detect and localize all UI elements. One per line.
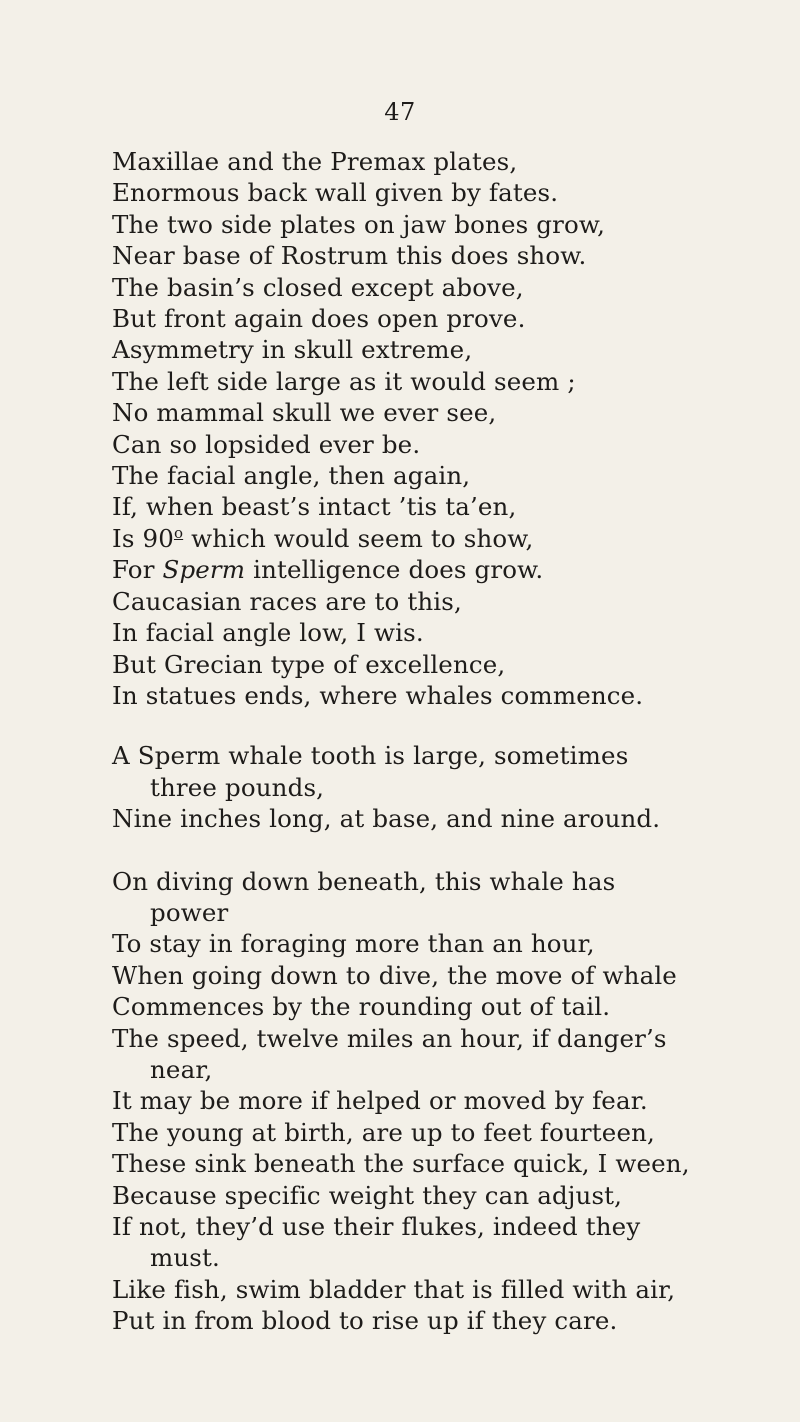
poem-line: In facial angle low, I wis. (112, 618, 424, 648)
poem-line-continuation: must. (150, 1243, 220, 1273)
poem-line-sperm (112, 554, 752, 585)
poem-line: The basin’s closed except above, (112, 272, 524, 302)
stanza-diving (112, 866, 752, 1337)
poem-line: Maxillae and the Premax plates, (112, 147, 518, 176)
poem-line: To stay in foraging more than an hour, (112, 929, 595, 959)
poem-line-continuation: three pounds, (150, 772, 325, 802)
poem-line: Commences by the rounding out of tail. (112, 992, 611, 1022)
poem-line: The facial angle, then again, (112, 461, 471, 491)
poem-line: Put in from blood to rise up if they care. (112, 1306, 618, 1336)
poem-body (112, 146, 752, 1337)
poem-line-degree (112, 523, 752, 554)
poem-line: Enormous back wall given by fates. (112, 178, 559, 208)
line-text: intelligence does grow. (245, 555, 544, 585)
italic-word: Sperm (162, 555, 246, 585)
poem-line: A Sperm whale tooth is large, sometimes (112, 741, 629, 771)
line-text: Is 90 (112, 523, 174, 553)
poem-line: If not, they’d use their flukes, indeed they (112, 1212, 641, 1241)
poem-line: The two side plates on jaw bones grow, (112, 209, 606, 239)
poem-line: Like fish, swim bladder that is filled with air, (112, 1274, 676, 1304)
poem-line: No mammal skull we ever see, (112, 398, 497, 428)
poem-line: Asymmetry in skull extreme, (112, 335, 473, 365)
stanza-gap (112, 835, 752, 866)
poem-line: On diving down beneath, this whale has (112, 866, 616, 896)
degree-superscript: o (173, 523, 184, 542)
poem-line-continuation: near, (150, 1054, 213, 1084)
poem-line: But Grecian type of excellence, (112, 649, 506, 679)
poem-line: Because specific weight they can adjust, (112, 1180, 623, 1210)
poem-line: Can so lopsided ever be. (112, 429, 421, 459)
stanza-gap (112, 711, 752, 740)
poem-line: It may be more if helped or moved by fear. (112, 1086, 648, 1116)
poem-line: Near base of Rostrum this does show. (112, 241, 587, 271)
poem-line: The young at birth, are up to feet fourteen, (112, 1117, 655, 1147)
page-number: 47 (384, 98, 416, 126)
poem-line: But front again does open prove. (112, 304, 526, 334)
poem-line: When going down to dive, the move of whale (112, 960, 677, 990)
poem-line: Nine inches long, at base, and nine around. (112, 804, 661, 834)
poem-line: The left side large as it would seem ; (112, 366, 576, 396)
stanza-tooth (112, 740, 752, 834)
line-text: which would seem to show, (183, 523, 534, 553)
poem-line: The speed, twelve miles an hour, if danger’s (112, 1023, 667, 1053)
poem-line-continuation: power (150, 897, 229, 927)
stanza-skull (112, 146, 752, 711)
poem-line: These sink beneath the surface quick, I ween, (112, 1149, 690, 1179)
poem-line: In statues ends, where whales commence. (112, 680, 644, 710)
line-text: For (112, 555, 163, 585)
poem-line: If, when beast’s intact ’tis ta’en, (112, 492, 517, 522)
poem-line: Caucasian races are to this, (112, 586, 462, 616)
